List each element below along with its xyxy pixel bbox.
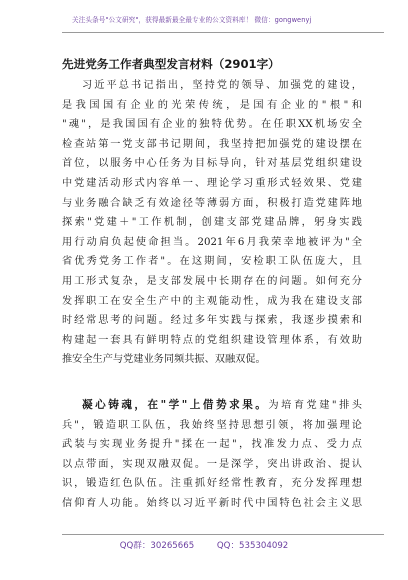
text-line: 构建起一套具有鲜明特点的党组织建设管理体系，有效助 — [62, 334, 362, 346]
text-line: 推安全生产与党建业务同频共振、双融双促。 — [62, 354, 266, 366]
footer — [0, 539, 408, 551]
text-line: 省优秀党务工作者"。在这期间，安检职工队伍庞大，且 — [62, 256, 362, 268]
header-divider — [62, 32, 384, 33]
text-line: 探索"党建＋"工作机制，创建支部党建品牌，躬身实践 — [62, 217, 362, 229]
text-line: 识，锻造红色队伍。注重抓好经常性教育，充分发挥理想 — [62, 478, 362, 490]
text-line: 是我国国有企业的光荣传统，是国有企业的"根"和 — [62, 99, 362, 111]
text-line: 中党建活动形式内容单一、理论学习重形式轻效果、党建 — [62, 177, 362, 189]
text-line: 兵"，锻造职工队伍，我始终坚持思想引领，将加强理论 — [62, 419, 362, 431]
document-title: 先进党务工作者典型发言材料（2901字） — [62, 57, 280, 71]
text-line: 与业务融合缺乏有效途径等薄弱方面，积极打造党建阵地 — [62, 197, 362, 209]
text-line: 以点带面，实现双融双促。一是深学，突出讲政治、提认 — [62, 458, 362, 470]
footer-divider — [62, 534, 384, 535]
text-line: 时经常思考的问题。经过多年实践与探索，我逐步摸索和 — [62, 315, 362, 327]
text-line: 武装与实现业务提升"揉在一起"，找准发力点、受力点 — [62, 439, 362, 451]
header-note: 关注头条号"公文研究"，获得最新最全最专业的公文资料库！ 微信：gongwenyj — [72, 16, 312, 24]
text-line: 用工形式复杂，是支部发展中长期存在的问题。如何充分 — [62, 275, 362, 287]
text-fragment: 为培育党建"排头 — [268, 400, 362, 411]
text-line: "魂"，是我国国有企业的独特优势。在任职XX机场安全 — [62, 119, 362, 131]
footer-qq: QQ：535304092 — [216, 541, 289, 551]
text-line — [62, 396, 362, 416]
section-lead-heading: 凝心铸魂，在"学"上借势求果。 — [82, 399, 269, 411]
text-line: 发挥职工在安全生产中的主观能动性，成为我在建设支部 — [62, 295, 362, 307]
text-line: 习近平总书记指出，坚持党的领导、加强党的建设， — [82, 80, 362, 91]
paragraph-1 — [62, 76, 362, 370]
text-line: 信仰育人功能。始终以习近平新时代中国特色社会主义思 — [62, 497, 362, 509]
footer-qq-group: QQ群：30265665 — [119, 541, 195, 551]
text-line: 首位，以服务中心任务为目标导向，针对基层党组织建设 — [62, 158, 362, 170]
text-line: 检查站第一党支部书记期间，我坚持把加强党的建设摆在 — [62, 138, 362, 150]
text-line: 用行动肩负起使命担当。2021年6月我荣幸地被评为"全 — [62, 236, 362, 248]
paragraph-2 — [62, 396, 362, 514]
